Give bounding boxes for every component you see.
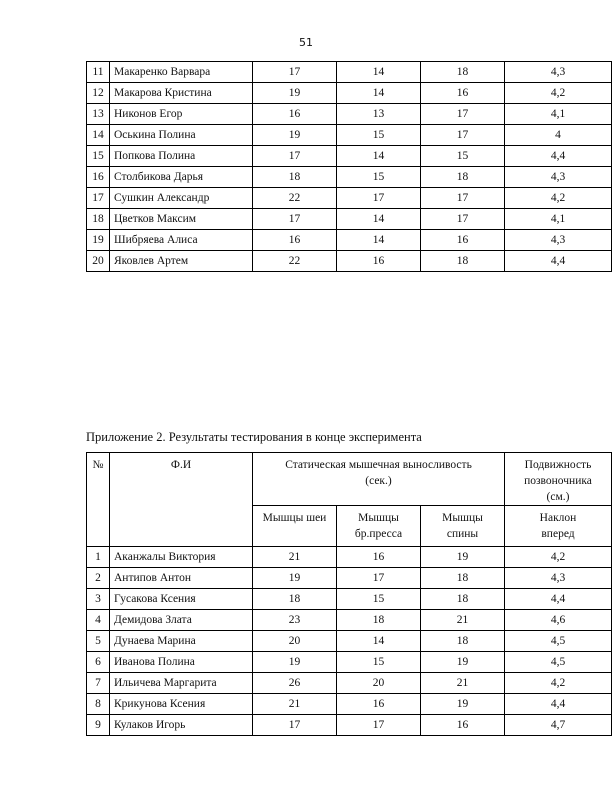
- value-bend: 4,7: [505, 715, 612, 736]
- value-bend: 4,1: [505, 209, 612, 230]
- col-neck-header: Мышцы шеи: [253, 506, 337, 547]
- value-bend: 4,4: [505, 146, 612, 167]
- value-back: 21: [421, 610, 505, 631]
- table-row: [87, 251, 612, 272]
- value-bend: 4,2: [505, 83, 612, 104]
- student-name: Антипов Антон: [110, 568, 253, 589]
- row-number: 2: [87, 568, 110, 589]
- value-abs: 17: [337, 715, 421, 736]
- table-row: [87, 209, 612, 230]
- table-row: [87, 715, 612, 736]
- student-name: Гусакова Ксения: [110, 589, 253, 610]
- value-bend: 4,3: [505, 167, 612, 188]
- value-back: 18: [421, 62, 505, 83]
- value-neck: 21: [253, 694, 337, 715]
- row-number: 9: [87, 715, 110, 736]
- value-neck: 16: [253, 230, 337, 251]
- table2-header: [87, 453, 612, 547]
- value-abs: 16: [337, 694, 421, 715]
- table-row: [87, 83, 612, 104]
- value-neck: 17: [253, 62, 337, 83]
- value-neck: 26: [253, 673, 337, 694]
- value-bend: 4,5: [505, 631, 612, 652]
- value-abs: 15: [337, 589, 421, 610]
- value-bend: 4,3: [505, 230, 612, 251]
- value-neck: 20: [253, 631, 337, 652]
- value-back: 17: [421, 188, 505, 209]
- value-abs: 20: [337, 673, 421, 694]
- value-neck: 18: [253, 167, 337, 188]
- table-row: [87, 62, 612, 83]
- value-back: 19: [421, 694, 505, 715]
- student-name: Кулаков Игорь: [110, 715, 253, 736]
- value-back: 18: [421, 631, 505, 652]
- value-neck: 19: [253, 568, 337, 589]
- value-neck: 21: [253, 547, 337, 568]
- value-bend: 4,2: [505, 547, 612, 568]
- student-name: Яковлев Артем: [110, 251, 253, 272]
- table-row: [87, 230, 612, 251]
- row-number: 6: [87, 652, 110, 673]
- value-bend: 4,4: [505, 589, 612, 610]
- value-bend: 4: [505, 125, 612, 146]
- student-name: Оськина Полина: [110, 125, 253, 146]
- table-row: [87, 652, 612, 673]
- value-neck: 19: [253, 125, 337, 146]
- value-abs: 14: [337, 146, 421, 167]
- row-number: 17: [87, 188, 110, 209]
- col-back-header: Мышцы спины: [421, 506, 505, 547]
- results-table-continued: [86, 61, 612, 272]
- value-neck: 17: [253, 715, 337, 736]
- student-name: Крикунова Ксения: [110, 694, 253, 715]
- value-abs: 15: [337, 167, 421, 188]
- results-table-final: [86, 452, 612, 736]
- table2-body: [87, 547, 612, 736]
- table-row: [87, 188, 612, 209]
- value-bend: 4,6: [505, 610, 612, 631]
- table-row: [87, 631, 612, 652]
- row-number: 1: [87, 547, 110, 568]
- value-bend: 4,4: [505, 694, 612, 715]
- row-number: 13: [87, 104, 110, 125]
- value-abs: 14: [337, 209, 421, 230]
- row-number: 7: [87, 673, 110, 694]
- table1-body: [87, 62, 612, 272]
- value-neck: 18: [253, 589, 337, 610]
- value-back: 19: [421, 652, 505, 673]
- value-abs: 17: [337, 188, 421, 209]
- value-back: 19: [421, 547, 505, 568]
- student-name: Никонов Егор: [110, 104, 253, 125]
- value-abs: 15: [337, 652, 421, 673]
- col-name-header: Ф.И: [110, 453, 253, 547]
- row-number: 18: [87, 209, 110, 230]
- value-neck: 22: [253, 188, 337, 209]
- value-back: 18: [421, 589, 505, 610]
- value-back: 18: [421, 568, 505, 589]
- table-row: [87, 673, 612, 694]
- value-neck: 23: [253, 610, 337, 631]
- row-number: 4: [87, 610, 110, 631]
- value-back: 18: [421, 167, 505, 188]
- value-abs: 14: [337, 230, 421, 251]
- student-name: Макарова Кристина: [110, 83, 253, 104]
- table-row: [87, 146, 612, 167]
- value-abs: 16: [337, 251, 421, 272]
- table-row: [87, 568, 612, 589]
- row-number: 12: [87, 83, 110, 104]
- value-abs: 14: [337, 631, 421, 652]
- row-number: 19: [87, 230, 110, 251]
- value-back: 16: [421, 230, 505, 251]
- row-number: 5: [87, 631, 110, 652]
- value-abs: 17: [337, 568, 421, 589]
- value-abs: 15: [337, 125, 421, 146]
- value-bend: 4,1: [505, 104, 612, 125]
- student-name: Сушкин Александр: [110, 188, 253, 209]
- value-back: 21: [421, 673, 505, 694]
- value-bend: 4,4: [505, 251, 612, 272]
- value-back: 17: [421, 125, 505, 146]
- student-name: Демидова Злата: [110, 610, 253, 631]
- col-abs-header: Мышцы бр.пресса: [337, 506, 421, 547]
- value-back: 17: [421, 104, 505, 125]
- value-neck: 17: [253, 209, 337, 230]
- value-bend: 4,2: [505, 673, 612, 694]
- student-name: Цветков Максим: [110, 209, 253, 230]
- value-back: 16: [421, 715, 505, 736]
- row-number: 16: [87, 167, 110, 188]
- student-name: Ильичева Маргарита: [110, 673, 253, 694]
- student-name: Шибряева Алиса: [110, 230, 253, 251]
- value-bend: 4,5: [505, 652, 612, 673]
- table-row: [87, 589, 612, 610]
- table-row: [87, 610, 612, 631]
- row-number: 15: [87, 146, 110, 167]
- appendix-caption: Приложение 2. Результаты тестирования в конце эксперимента: [86, 430, 422, 444]
- value-back: 18: [421, 251, 505, 272]
- table-row: [87, 104, 612, 125]
- page-number: 51: [299, 36, 313, 49]
- value-neck: 19: [253, 83, 337, 104]
- value-back: 17: [421, 209, 505, 230]
- value-back: 16: [421, 83, 505, 104]
- row-number: 14: [87, 125, 110, 146]
- value-abs: 14: [337, 62, 421, 83]
- col-num-header: №: [87, 453, 110, 547]
- value-neck: 19: [253, 652, 337, 673]
- student-name: Аканжалы Виктория: [110, 547, 253, 568]
- table-row: [87, 694, 612, 715]
- value-abs: 18: [337, 610, 421, 631]
- value-abs: 14: [337, 83, 421, 104]
- value-back: 15: [421, 146, 505, 167]
- row-number: 20: [87, 251, 110, 272]
- table-row: [87, 125, 612, 146]
- table-row: [87, 547, 612, 568]
- value-bend: 4,3: [505, 62, 612, 83]
- table-row: [87, 167, 612, 188]
- value-abs: 16: [337, 547, 421, 568]
- student-name: Макаренко Варвара: [110, 62, 253, 83]
- value-abs: 13: [337, 104, 421, 125]
- value-neck: 22: [253, 251, 337, 272]
- col-static-endurance-header: Статическая мышечная выносливость (сек.): [253, 453, 505, 506]
- student-name: Попкова Полина: [110, 146, 253, 167]
- value-bend: 4,3: [505, 568, 612, 589]
- col-spine-mobility-header: Подвижность позвоночника (см.): [505, 453, 612, 506]
- value-bend: 4,2: [505, 188, 612, 209]
- header-row-main: [87, 453, 612, 506]
- value-neck: 17: [253, 146, 337, 167]
- student-name: Иванова Полина: [110, 652, 253, 673]
- row-number: 3: [87, 589, 110, 610]
- value-neck: 16: [253, 104, 337, 125]
- student-name: Столбикова Дарья: [110, 167, 253, 188]
- row-number: 8: [87, 694, 110, 715]
- col-bend-header: Наклон вперед: [505, 506, 612, 547]
- row-number: 11: [87, 62, 110, 83]
- student-name: Дунаева Марина: [110, 631, 253, 652]
